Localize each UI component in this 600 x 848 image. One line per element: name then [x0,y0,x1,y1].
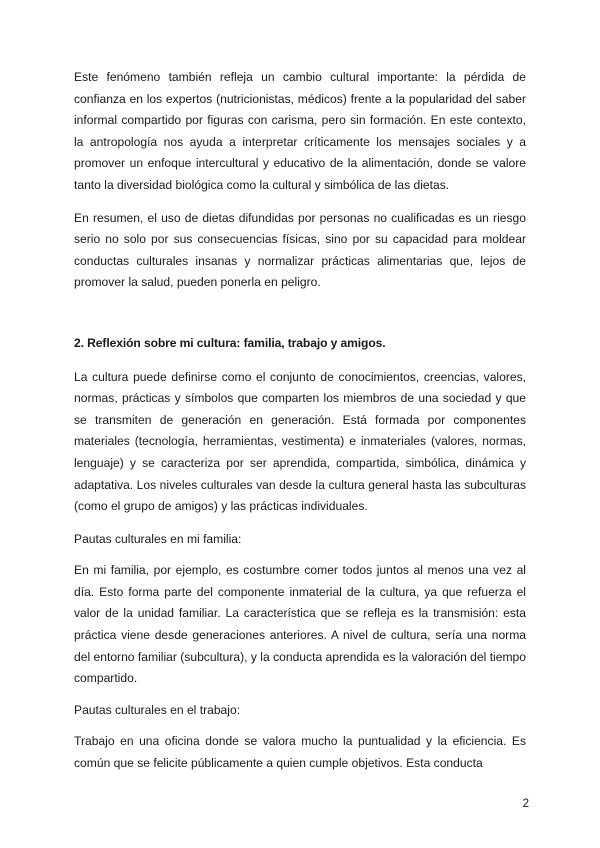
paragraph-family: En mi familia, por ejemplo, es costumbre comer todos juntos al menos una vez al día. Esto forma parte del componente inmaterial de la cultura, ya que refuerza el valor de la unidad familiar. La característica que se refleja es la transmisión: esta práctica viene desde generaciones anteriores. A nivel de cultura, sería una norma del entorno familiar (subcultura), y la conducta aprendida es la valoración del tiempo compartido. [74,563,526,686]
paragraph-summary: En resumen, el uso de dietas difundidas por personas no cualificadas es un riesgo serio no solo por sus consecuencias físicas, sino por su capacidad para moldear conductas culturales insanas y normalizar prácticas alimentarias que, lejos de promover la salud, pueden ponerla en peligro. [74,210,526,290]
page-body [74,67,526,775]
page-number: 2 [522,798,529,810]
subheading-work: Pautas culturales en el trabajo: [74,702,241,717]
paragraph-work: Trabajo en una oficina donde se valora mucho la puntualidad y la eficiencia. Es común que se felicite públicamente a quien cumple objetivos. Esta conducta [74,734,526,771]
subheading-family: Pautas culturales en mi familia: [74,531,242,546]
paragraph-expert-trust: Este fenómeno también refleja un cambio cultural importante: la pérdida de confianza en los expertos (nutricionistas, médicos) frente a la popularidad del saber informal compartido por figuras con carisma, pero sin formación. En este contexto, la antropología nos ayuda a interpretar críticamente los mensajes sociales y a promover un enfoque intercultural y educativo de la alimentación, donde se valore tanto la diversidad biológica como la cultural y simbólica de las dietas. [74,70,526,192]
section-heading: 2. Reflexión sobre mi cultura: familia, trabajo y amigos. [74,335,386,350]
paragraph-culture-definition: La cultura puede definirse como el conjunto de conocimientos, creencias, valores, normas, prácticas y símbolos que comparten los miembros de una sociedad y que se transmiten de generación en generación. Está formada por componentes materiales (tecnología, herramientas, vestimenta) e inmateriales (valores, normas, lenguaje) y se caracteriza por ser aprendida, compartida, simbólica, dinámica y adaptativa. Los niveles culturales van desde la cultura general hasta las subculturas (como el grupo de amigos) y las prácticas individuales. [74,369,526,514]
